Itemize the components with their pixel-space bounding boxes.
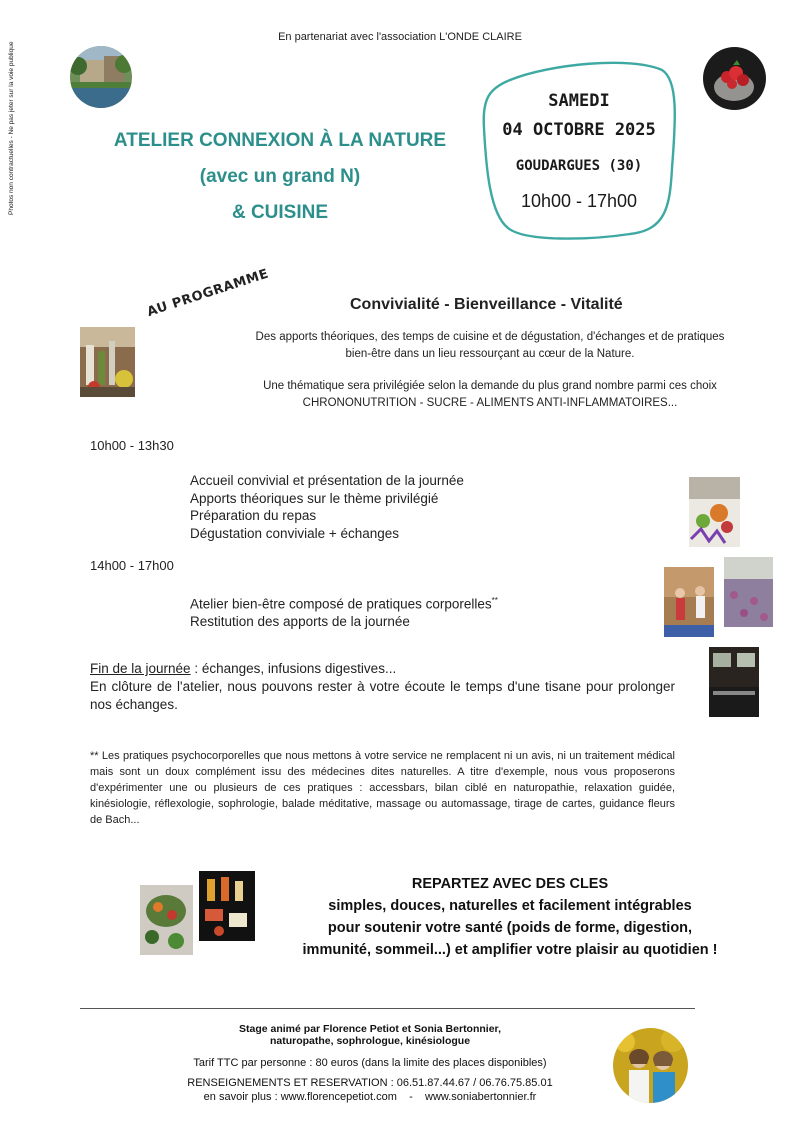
intro-p2-line2: CHRONONUTRITION - SUCRE - ALIMENTS ANTI-INFLAMMATOIRES...: [302, 397, 678, 409]
footer-links: [100, 1091, 640, 1103]
intro-p2-line1: Une thématique sera privilégiée selon la demande du plus grand nombre parmi ces choix: [263, 380, 717, 392]
event-date-box: [480, 58, 678, 238]
morning-item-4: Dégustation conviviale + échanges: [190, 525, 400, 541]
afternoon-item-2: Restitution des apports de la journée: [190, 614, 410, 629]
ingredients-photo: [80, 327, 135, 397]
morning-item-3: Préparation du repas: [190, 508, 317, 523]
intro-p1-line1: Des apports théoriques, des temps de cuisine et de dégustation, d'échanges et de pratiques: [255, 331, 725, 343]
sonia-site-link[interactable]: www.soniabertonnier.fr: [425, 1091, 537, 1103]
footer-contact: RENSEIGNEMENTS ET RESERVATION : 06.51.87.44.67 / 06.76.75.85.01: [187, 1077, 553, 1089]
herbs-bowl-photo: [140, 885, 193, 955]
footer-divider: [80, 1008, 695, 1009]
drinks-snacks-photo: [199, 871, 255, 941]
footer-price: Tarif TTC par personne : 80 euros (dans la limite des places disponibles): [193, 1057, 547, 1069]
call-to-action: [270, 873, 750, 961]
footer-separator: -: [409, 1091, 413, 1103]
afternoon-items: [190, 592, 498, 631]
florence-site-link[interactable]: www.florencepetiot.com: [280, 1091, 397, 1103]
village-photo: [70, 46, 132, 108]
program-stamp: AU PROGRAMME: [145, 266, 271, 320]
afternoon-item-1-text: Atelier bien-être composé de pratiques corporelles: [190, 596, 492, 612]
cta-line-2: simples, douces, naturelles et facilement intégrables: [328, 898, 692, 914]
event-hours: 10h00 - 17h00: [520, 191, 638, 211]
closing-block: [90, 660, 675, 714]
morning-item-2: Apports théoriques sur le thème privilégié: [190, 490, 439, 506]
afternoon-time: 14h00 - 17h00: [90, 558, 174, 573]
footer-roles-line: naturopathe, sophrologue, kinésiologue: [269, 1035, 471, 1047]
table-food-photo: [689, 477, 740, 547]
afternoon-item-1: [190, 592, 498, 613]
title-line-2: (avec un grand N): [199, 166, 361, 187]
footer-hosts-line: Stage animé par Florence Petiot et Sonia Bertonnier,: [239, 1023, 501, 1035]
closing-line-2: En clôture de l'atelier, nous pouvons rester à votre écoute le temps d'une tisane pour prolonger nos échanges.: [90, 679, 675, 712]
closing-text: : échanges, infusions digestives...: [190, 661, 397, 676]
date-box-frame: [480, 58, 678, 243]
exercise-photo: [664, 567, 714, 637]
cta-line-4: immunité, sommeil...) et amplifier votre plaisir au quotidien !: [302, 942, 718, 958]
event-place: GOUDARGUES (30): [515, 158, 643, 174]
closing-line-1: [90, 660, 675, 678]
hosts-photo: [613, 1028, 688, 1103]
workshop-title: [90, 123, 470, 231]
intro-paragraph-1: [225, 329, 755, 363]
fruit-bowl-photo: [703, 47, 766, 110]
event-day: SAMEDI: [548, 91, 610, 111]
afternoon-item-1-mark: **: [491, 596, 498, 605]
morning-time: 10h00 - 13h30: [90, 438, 174, 453]
kitchen-photo: [709, 647, 759, 717]
side-note: Photos non contractuelles - Ne pas jeter sur la voie publique: [8, 41, 15, 215]
intro-p1-line2: bien-être dans un lieu ressourçant au cœur de la Nature.: [345, 348, 635, 360]
intro-paragraph-2: [225, 378, 755, 412]
title-line-3: & CUISINE: [231, 202, 329, 223]
title-line-1: ATELIER CONNEXION À LA NATURE: [113, 130, 447, 151]
morning-items: [190, 472, 464, 542]
closing-label: Fin de la journée: [90, 661, 191, 676]
motto: Convivialité - Bienveillance - Vitalité: [350, 296, 623, 313]
footer-more-label: en savoir plus :: [203, 1091, 281, 1103]
lavender-field-photo: [724, 557, 773, 627]
cta-line-3: pour soutenir votre santé (poids de forme, digestion,: [327, 920, 693, 936]
cta-line-1: REPARTEZ AVEC DES CLES: [411, 876, 609, 892]
footnote: ** Les pratiques psychocorporelles que nous mettons à votre service ne remplacent ni un avis, ni un traitement médical mais sont un doux complément issu des médecines dites naturelles. A titre d'exemple, nous vous proposerons d'expérimenter une ou plusieurs de ces pratiques : accessbars, bilan ciblé en naturopathie, relaxation guidée, kinésiologie, réflexologie, sophrologie, balade méditative, massage ou automassage, tirage de cartes, guidance fleurs de Bach...: [90, 750, 675, 826]
partnership-line: En partenariat avec l'association L'ONDE CLAIRE: [278, 31, 522, 43]
footer-hosts: [100, 1023, 640, 1047]
event-date: 04 OCTOBRE 2025: [502, 120, 656, 140]
morning-item-1: Accueil convivial et présentation de la journée: [190, 473, 464, 488]
